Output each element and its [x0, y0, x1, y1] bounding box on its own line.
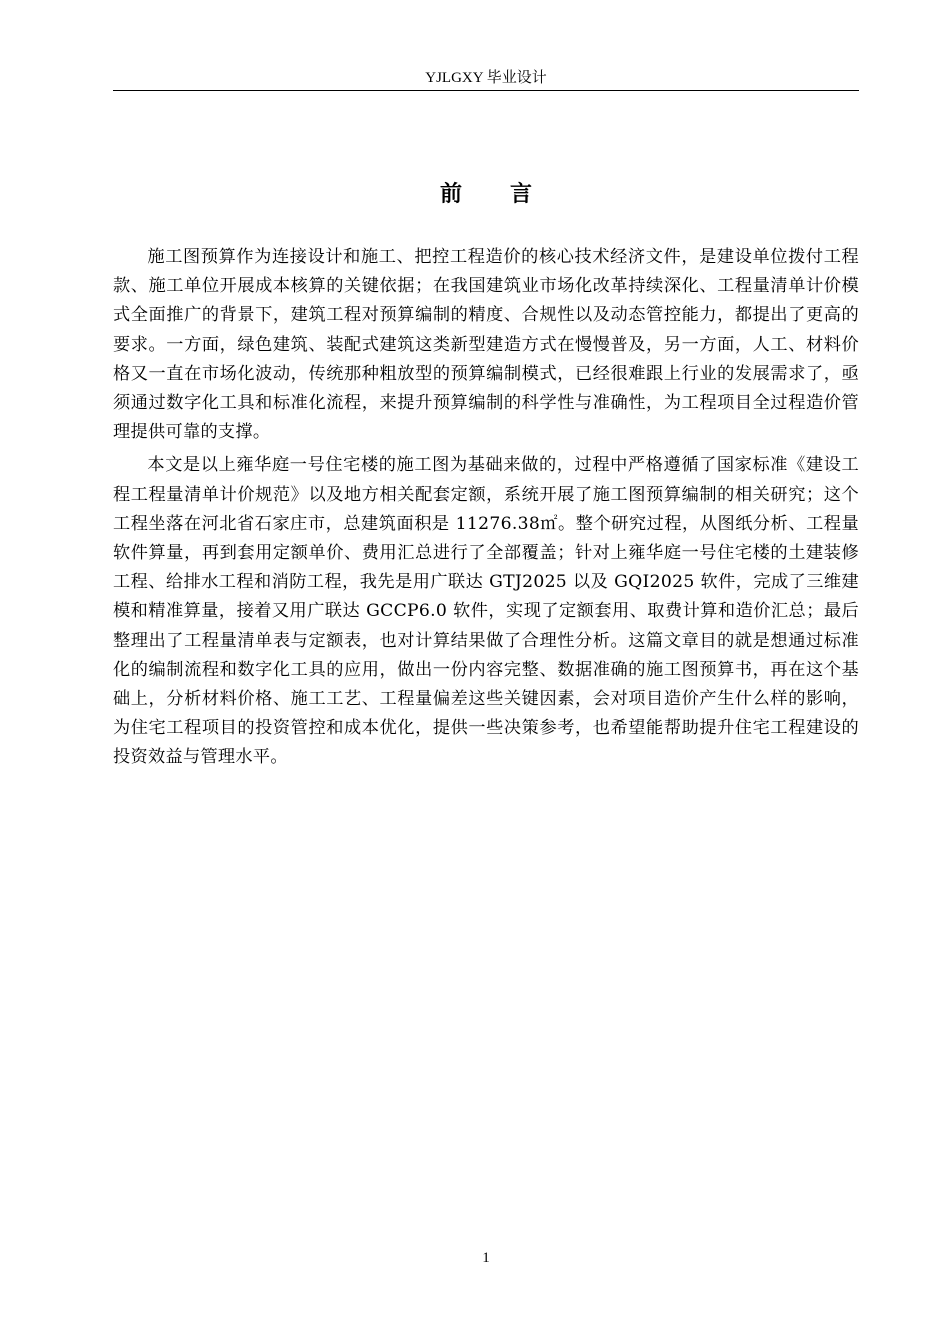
header-text: YJLGXY 毕业设计 — [425, 70, 547, 86]
page-title: 前言 — [439, 182, 580, 207]
page-header — [113, 66, 859, 91]
body-text — [113, 243, 859, 773]
paragraph-2: 本文是以上雍华庭一号住宅楼的施工图为基础来做的，过程中严格遵循了国家标准《建设工程工程量清单计价规范》以及地方相关配套定额，系统开展了施工图预算编制的相关研究；这个工程坐落在河北省石家庄市，总建筑面积是 11276.38㎡。整个研究过程，从图纸分析、工程量软件算量，再到套用定额单价、费用汇总进行了全部覆盖；针对上雍华庭一号住宅楼的土建装修工程、给排水工程和消防工程，我先是用广联达 GTJ2025 以及 GQI2025 软件，完成了三维建模和精准算量，接着又用广联达 GCCP6.0 软件，实现了定额套用、取费计算和造价汇总；最后整理出了工程量清单表与定额表，也对计算结果做了合理性分析。这篇文章目的就是想通过标准化的编制流程和数字化工具的应用，做出一份内容完整、数据准确的施工图预算书，再在这个基础上，分析材料价格、施工工艺、工程量偏差这些关键因素，会对项目造价产生什么样的影响，为住宅工程项目的投资管控和成本优化，提供一些决策参考，也希望能帮助提升住宅工程建设的投资效益与管理水平。 — [113, 455, 859, 768]
page-number: 1 — [482, 1250, 490, 1266]
paragraph-1: 施工图预算作为连接设计和施工、把控工程造价的核心技术经济文件，是建设单位拨付工程款、施工单位开展成本核算的关键依据；在我国建筑业市场化改革持续深化、工程量清单计价模式全面推广的背景下，建筑工程对预算编制的精度、合规性以及动态管控能力，都提出了更高的要求。一方面，绿色建筑、装配式建筑这类新型建造方式在慢慢普及，另一方面，人工、材料价格又一直在市场化波动，传统那种粗放型的预算编制模式，已经很难跟上行业的发展需求了，亟须通过数字化工具和标准化流程，来提升预算编制的科学性与准确性，为工程项目全过程造价管理提供可靠的支撑。 — [113, 247, 859, 443]
